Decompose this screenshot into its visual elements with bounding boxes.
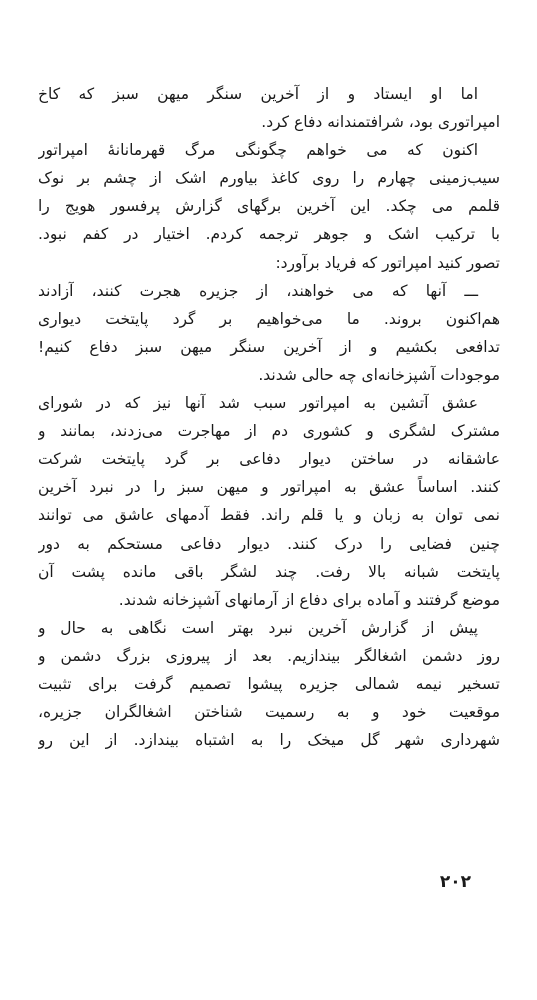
text-line: کنند. اساساً عشق به امپراتور و میهن سبز را در نبرد آخرین: [38, 478, 500, 497]
text-line: با ترکیب اشک و جوهر ترجمه کردم. اختیار در کفم نبود.: [38, 225, 500, 244]
text-line: عاشقانه در ساختن دیوار دفاعی بر گرد پایتخت شرکت: [38, 450, 500, 469]
text-line: تسخیر نیمه شمالی جزیره پیشوا تصمیم گرفت برای تثبیت: [38, 674, 500, 693]
text-line: موقعیت خود و به رسمیت شناختن اشغالگران جزیره،: [38, 703, 500, 722]
body-text: [38, 80, 500, 754]
text-line: سیب‌زمینی چهارم را روی کاغذ بیاورم اشک از چشم بر نوک: [38, 169, 500, 188]
page-number: ۲۰۲: [439, 872, 471, 892]
text-line: امپراتوری بود، شرافتمندانه دفاع کرد.: [261, 113, 500, 132]
text-line: پیش از گزارش آخرین نبرد بهتر است نگاهی به حال و: [38, 618, 478, 637]
text-line: هم‌اکنون بروند. ما می‌خواهیم بر گرد پایتخت دیواری: [38, 309, 500, 328]
text-line: مشترک لشگری و کشوری دم از مهاجرت می‌زدند، بمانند و: [38, 422, 500, 441]
text-line: ـــ آنها که می خواهند، از جزیره هجرت کنند، آزادند: [38, 281, 478, 300]
text-line: موجودات آشپزخانه‌ای چه حالی شدند.: [258, 365, 500, 384]
text-line: قلمم می چکد. این آخرین برگهای گزارش پرفسور هویج را: [38, 197, 500, 216]
text-line: پایتخت شبانه بالا رفت. چند لشگر باقی مانده پشت آن: [38, 562, 500, 581]
text-line: تدافعی بکشیم و از آخرین سنگر میهن سبز دفاع کنیم!: [38, 337, 500, 356]
text-line: نمی توان به زبان و یا قلم راند. فقط آدمهای عاشق می توانند: [38, 506, 500, 525]
text-line: اکنون که می خواهم چگونگی مرگ قهرمانانهٔ امپراتور: [38, 141, 478, 160]
text-line: روز دشمن اشغالگر بیندازیم. بعد از پیروزی بزرگ دشمن و: [38, 646, 500, 665]
text-line: تصور کنید امپراتور که فریاد برآورد:: [275, 253, 500, 272]
text-line: موضع گرفتند و آماده برای دفاع از آرمانهای آشپزخانه شدند.: [118, 590, 500, 609]
text-line: شهرداری شهر گل میخک را به اشتباه بیندازد. از این رو: [38, 731, 500, 750]
text-line: اما او ایستاد و از آخرین سنگر میهن سبز که کاخ: [38, 85, 478, 103]
text-line: عشق آتشین به امپراتور سبب شد آنها نیز که در شورای: [38, 394, 478, 413]
text-line: چنین فضایی را درک کنند. دیوار دفاعی مستحکم به دور: [38, 534, 500, 553]
